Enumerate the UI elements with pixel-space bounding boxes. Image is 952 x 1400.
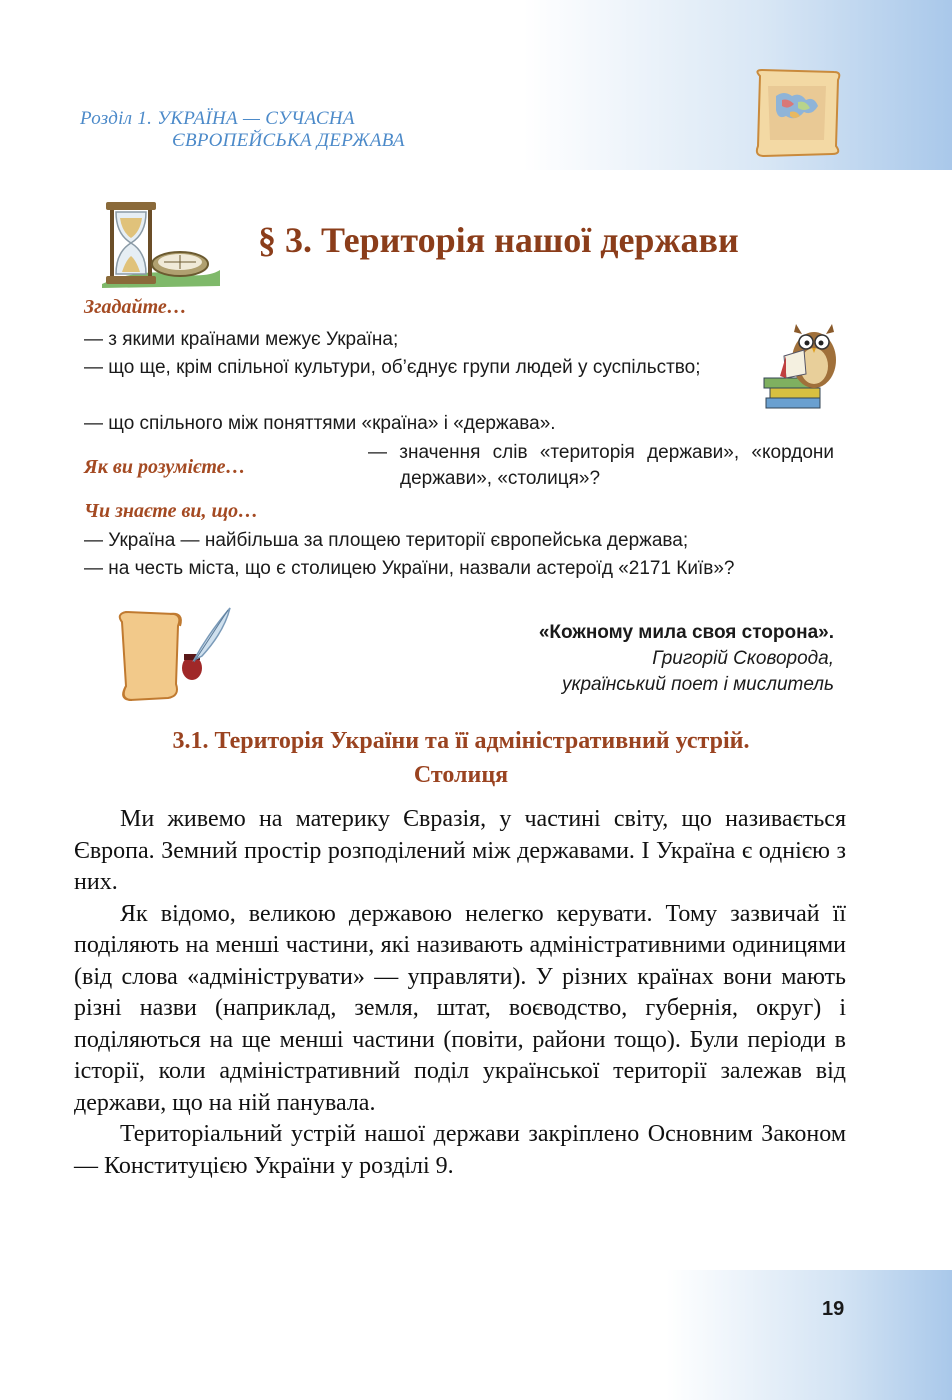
quote-text: «Кожному мила своя сторона».	[538, 622, 834, 643]
understand-heading: Як ви розумієте…	[84, 456, 246, 478]
body-text	[74, 804, 846, 1182]
owl-reading-icon	[760, 316, 844, 416]
subsection-line-2: Столиця	[413, 762, 509, 788]
section-line-2: ЄВРОПЕЙСЬКА ДЕРЖАВА	[172, 130, 405, 151]
epigraph	[539, 620, 834, 698]
subsection-line-1: 3.1. Територія України та її адміністративний устрій.	[172, 728, 750, 754]
footer-gradient	[0, 1270, 952, 1400]
understand-text: — значення слів «територія держави», «кордони держави», «столиця»?	[368, 442, 834, 489]
didyouknow-heading: Чи знаєте ви, що…	[84, 500, 259, 522]
recall-item-2: — що ще, крім спільної культури, об’єднує групи людей у суспільство;	[84, 357, 701, 378]
quote-role: український поет і мислитель	[562, 674, 834, 695]
scroll-quill-icon	[112, 604, 236, 706]
subsection-heading	[70, 724, 852, 792]
recall-item-1: — з якими країнами межує Україна;	[84, 329, 399, 350]
body-paragraph-2: Як відомо, великою державою нелегко керувати. Тому зазвичай її поділяють на менші частини, які називають адміністративними одиницями (від слова «адмініструвати» — управляти). У різних країнах вони мають різні назви (наприклад, земля, штат, воєводство, губернія, округ) і поділяються на ще менші частини (повіти, райони тощо). Були періоди в історії, коли адміністративний поділ української території залежав від держави, що на ній панувала.	[74, 900, 846, 1116]
didyouknow-item-1: — Україна — найбільша за площею території європейська держава;	[84, 530, 689, 551]
didyouknow-item-2: — на честь міста, що є столицею України, назвали астероїд «2171 Київ»?	[84, 558, 735, 579]
paragraph-title: § 3. Територія нашої держави	[258, 220, 739, 260]
body-paragraph-1: Ми живемо на материку Євразія, у частині світу, що називається Європа. Земний простір розподілений між державами. І Україна є однією з них.	[74, 806, 846, 895]
map-scroll-icon	[748, 66, 846, 160]
section-line-1: Розділ 1. УКРАЇНА — СУЧАСНА	[80, 108, 355, 129]
section-header	[80, 108, 405, 152]
hourglass-compass-icon	[98, 198, 224, 290]
body-paragraph-3: Територіальний устрій нашої держави закріплено Основним Законом — Конституцією України у розділі 9.	[74, 1121, 846, 1179]
page-number: 19	[822, 1298, 845, 1320]
recall-item-3: — що спільного між поняттями «країна» і «держава».	[84, 413, 556, 434]
quote-author: Григорій Сковорода,	[652, 648, 834, 669]
recall-heading: Згадайте…	[84, 296, 187, 318]
